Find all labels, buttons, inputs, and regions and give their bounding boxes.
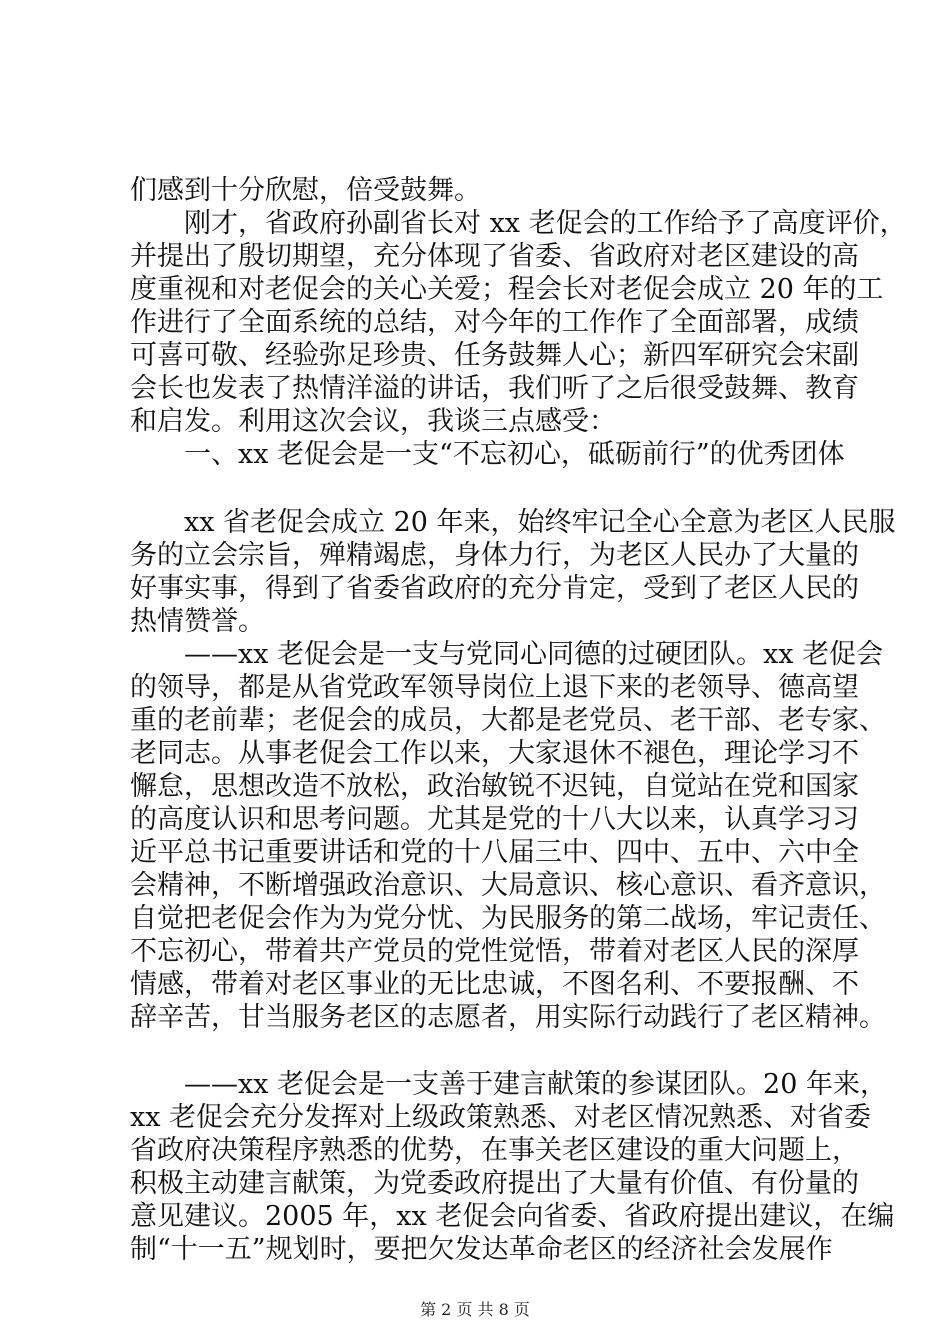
text-line: 省政府决策程序熟悉的优势，在事关老区建设的重大问题上，: [130, 1135, 859, 1166]
text-line: 作进行了全面系统的总结，对今年的工作作了全面部署，成绩: [130, 307, 859, 338]
text-line: 的领导，都是从省党政军领导岗位上退下来的老领导、德高望: [130, 672, 859, 703]
text-line: 老同志。从事老促会工作以来，大家退休不褪色，理论学习不: [130, 738, 859, 769]
text-line: 情感，带着对老区事业的无比忠诚，不图名利、不要报酬、不: [130, 969, 859, 1000]
text-line: 刚才，省政府孙副省长对 xx 老促会的工作给予了高度评价，: [184, 208, 907, 239]
text-line: 度重视和对老促会的关心关爱；程会长对老促会成立 20 年的工: [130, 274, 884, 305]
text-line: 自觉把老促会作为为党分忧、为民服务的第二战场，牢记责任、: [130, 903, 886, 934]
text-line: 会精神，不断增强政治意识、大局意识、核心意识、看齐意识，: [130, 870, 886, 901]
text-line: xx 老促会充分发挥对上级政策熟悉、对老区情况熟悉、对省委: [130, 1102, 872, 1133]
text-line: 可喜可敬、经验弥足珍贵、任务鼓舞人心；新四军研究会宋副: [130, 340, 859, 371]
text-line: 近平总书记重要讲话和党的十八届三中、四中、五中、六中全: [130, 837, 859, 868]
text-line: 积极主动建言献策，为党委政府提出了大量有价值、有份量的: [130, 1168, 859, 1199]
text-line: 不忘初心，带着共产党员的党性觉悟，带着对老区人民的深厚: [130, 936, 859, 967]
text-line: 务的立会宗旨，殚精竭虑，身体力行，为老区人民办了大量的: [130, 540, 859, 571]
text-line: 的高度认识和思考问题。尤其是党的十八大以来，认真学习习: [130, 804, 859, 835]
text-line: 制“十一五”规划时，要把欠发达革命老区的经济社会发展作: [130, 1234, 833, 1265]
text-line: ——xx 老促会是一支善于建言献策的参谋团队。20 年来，: [184, 1069, 887, 1100]
text-line: 好事实事，得到了省委省政府的充分肯定，受到了老区人民的: [130, 573, 859, 604]
text-line: 热情赞誉。: [130, 606, 265, 637]
text-line: 懈怠，思想改造不放松，政治敏锐不迟钝，自觉站在党和国家: [130, 771, 859, 802]
section-heading: 一、xx 老促会是一支“不忘初心，砥砺前行”的优秀团体: [184, 439, 845, 470]
text-line: 意见建议。2005 年，xx 老促会向省委、省政府提出建议，在编: [130, 1201, 895, 1232]
text-line: 重的老前辈；老促会的成员，大都是老党员、老干部、老专家、: [130, 705, 886, 736]
page-number-footer: 第 2 页 共 8 页: [420, 1300, 530, 1319]
text-line: 们感到十分欣慰，倍受鼓舞。: [130, 175, 481, 206]
text-line: 辞辛苦，甘当服务老区的志愿者，用实际行动践行了老区精神。: [130, 1002, 886, 1033]
text-line: xx 省老促会成立 20 年来，始终牢记全心全意为老区人民服: [184, 507, 896, 538]
text-line: 并提出了殷切期望，充分体现了省委、省政府对老区建设的高: [130, 241, 859, 272]
text-line: 和启发。利用这次会议，我谈三点感受：: [130, 406, 616, 437]
text-line: 会长也发表了热情洋溢的讲话，我们听了之后很受鼓舞、教育: [130, 373, 859, 404]
text-line: ——xx 老促会是一支与党同心同德的过硬团队。xx 老促会: [184, 639, 884, 670]
